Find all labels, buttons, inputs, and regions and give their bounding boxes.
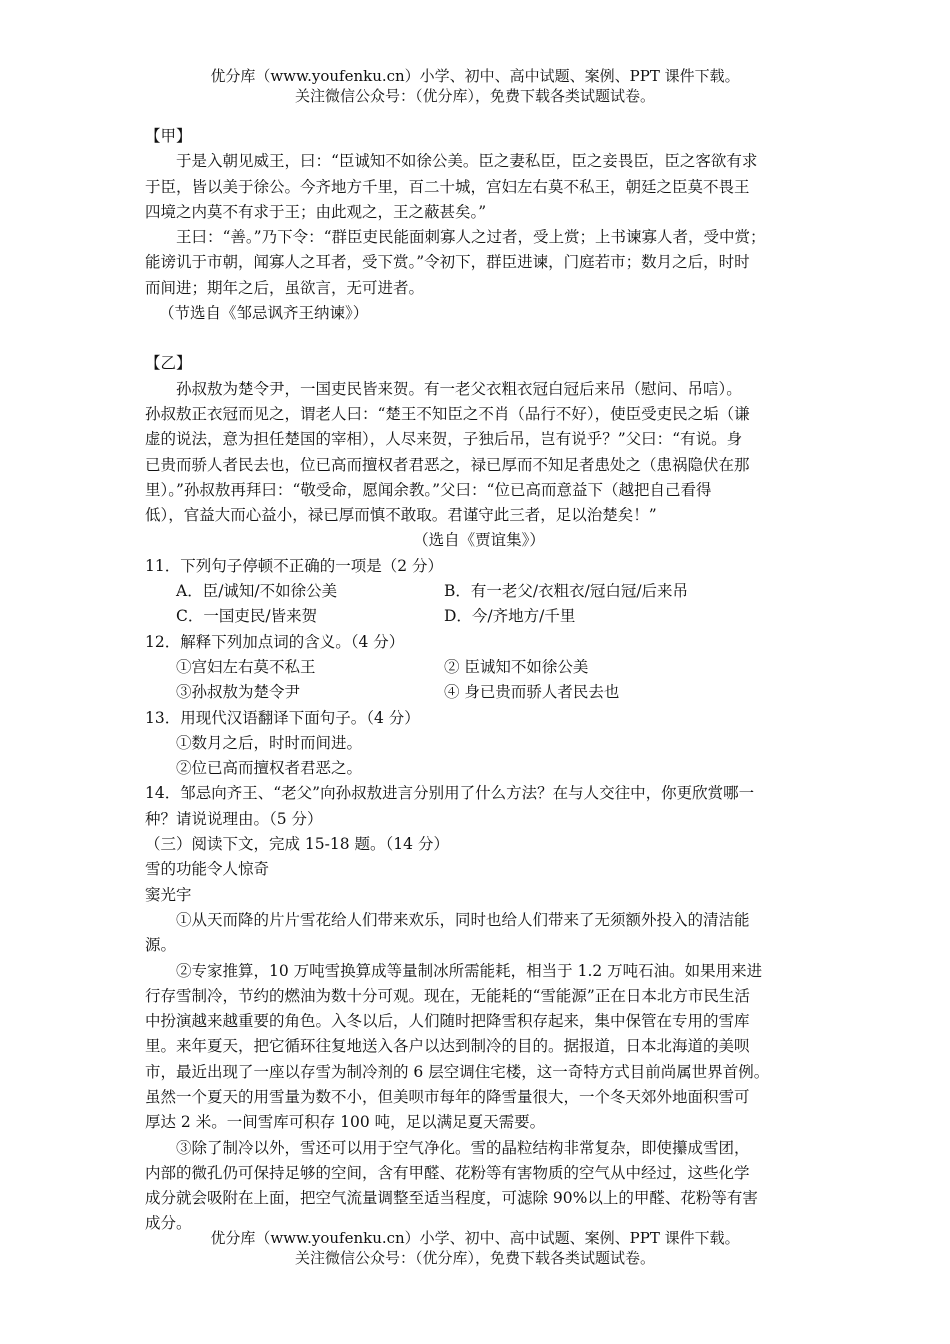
text-line: ③除了制冷以外，雪还可以用于空气净化。雪的晶粒结构非常复杂，即使攥成雪团， [176,1138,750,1157]
page-footer [0,1228,950,1268]
question-14 [145,781,813,832]
text-line: 于是入朝见威王，曰：“臣诚知不如徐公美。臣之妻私臣，臣之妾畏臣，臣之客欲有求 [176,152,758,171]
text-line: 源。 [145,936,177,955]
item-3: ③孙叔敖为楚令尹 [176,683,301,702]
passage-jia-paragraph-2 [145,225,813,301]
choice-d: D．今/齐地方/千里 [444,607,576,626]
question-13-stem: 13．用现代汉语翻译下面句子。（4 分） [145,708,420,727]
choice-a: A．臣/诚知/不如徐公美 [176,582,338,601]
passage-jia-paragraph-1 [145,149,813,225]
text-line: 已贵而骄人者民去也，位已高而擅权者君恶之，禄已厚而不知足者患处之（患祸隐伏在那 [145,455,750,474]
text-line: 虽然一个夏天的用雪量为数不小，但美呗市每年的降雪量很大，一个冬天郊外地面积雪可 [145,1087,750,1106]
article-author: 窦光宇 [145,885,192,904]
text-line: 而间进；期年之后，虽欲言，无可进者。 [145,278,425,297]
text-line: 成分就会吸附在上面，把空气流量调整至适当程度，可滤除 90%以上的甲醛、花粉等有害 [145,1189,758,1208]
text-line: 市，最近出现了一座以存雪为制冷剂的 6 层空调住宅楼，这一奇特方式目前尚属世界首例。 [145,1062,770,1081]
choice-row [145,579,813,604]
question-14-line: 14．邹忌向齐王、“老父”向孙叔敖进言分别用了什么方法？在与人交往中，你更欣赏哪一 [145,784,755,803]
text-line: 于臣，皆以美于徐公。今齐地方千里，百二十城，宫妇左右莫不私王，朝廷之臣莫不畏王 [145,177,750,196]
item-1: ①宫妇左右莫不私王 [176,657,316,676]
document-body [145,124,813,1237]
choice-b: B．有一老父/衣粗衣/冠白冠/后来吊 [444,582,689,601]
article-title: 雪的功能令人惊奇 [145,860,270,879]
question-11-stem: 11．下列句子停顿不正确的一项是（2 分） [145,556,444,575]
passage-jia-label: 【甲】 [145,127,192,145]
question-13 [145,706,813,782]
text-line: 王曰：“善。”乃下令：“群臣吏民能面刺寡人之过者，受上赏；上书谏寡人者，受中赏； [176,228,766,247]
text-line: 四境之内莫不有求于王；由此观之，王之蔽甚矣。” [145,202,487,221]
item-row [145,655,813,680]
question-12-stem: 12．解释下列加点词的含义。（4 分） [145,632,405,651]
footer-line-1: 优分库（www.youfenku.cn）小学、初中、高中试题、案例、PPT 课件下载。 [210,1229,740,1247]
text-line: ②专家推算，10 万吨雪换算成等量制冰所需能耗，相当于 1.2 万吨石油。如果用来进 [176,961,763,980]
header-line-1: 优分库（www.youfenku.cn）小学、初中、高中试题、案例、PPT 课件下载。 [210,67,740,85]
text-line: 低），官益大而心益小，禄已厚而慎不敢取。君谨守此三者，足以治楚矣！” [145,506,657,525]
text-line: 内部的微孔仍可保持足够的空间，含有甲醛、花粉等有害物质的空气从中经过，这些化学 [145,1163,750,1182]
header-line-2: 关注微信公众号：（优分库），免费下载各类试题试卷。 [294,87,655,105]
question-14-line: 种？请说说理由。（5 分） [145,809,323,828]
section-3-heading: （三）阅读下文，完成 15-18 题。（14 分） [145,835,449,854]
text-line: 虚的说法，意为担任楚国的宰相），人尽来贺，子独后吊，岂有说乎？”父曰：“有说。身 [145,430,743,449]
text-line: 里。来年夏天，把它循环往复地送入各户以达到制冷的目的。据报道，日本北海道的美呗 [145,1037,750,1056]
question-12 [145,630,813,706]
question-11 [145,554,813,630]
text-line: 孙叔敖为楚令尹，一国吏民皆来贺。有一老父衣粗衣冠白冠后来吊（慰问、吊唁）。 [176,379,742,398]
section-3 [145,832,813,1237]
question-13-item-1: ①数月之后，时时而间进。 [176,733,363,752]
choice-row [145,604,813,629]
choice-c: C．一国吏民/皆来贺 [176,607,318,626]
item-2: ② 臣诚知不如徐公美 [444,657,589,676]
text-line: 厚达 2 米。一间雪库可积存 100 吨，足以满足夏天需要。 [145,1113,546,1132]
passage-jia [145,124,813,326]
text-line: 孙叔敖正衣冠而见之，谓老人曰：“楚王不知臣之不肖（品行不好），使臣受吏民之垢（谦 [145,404,750,423]
question-13-item-2: ②位已高而擅权者君恶之。 [176,759,363,778]
spacer [145,326,813,351]
text-line: 行存雪制冷，节约的燃油为数十分可观。现在，无能耗的“雪能源”正在日本北方市民生活 [145,986,750,1005]
article-paragraph-2 [145,959,813,1136]
passage-jia-source: （节选自《邹忌讽齐王纳谏》） [159,304,369,323]
article-paragraph-3 [145,1136,813,1237]
page-header [0,66,950,106]
text-line: 能谤讥于市朝，闻寡人之耳者，受下赏。”令初下，群臣进谏，门庭若市；数月之后，时时 [145,253,750,272]
footer-line-2: 关注微信公众号：（优分库），免费下载各类试题试卷。 [294,1249,655,1267]
passage-yi-source: （选自《贾谊集》） [413,531,545,550]
article-paragraph-1 [145,908,813,959]
passage-yi-label: 【乙】 [145,354,192,373]
passage-yi [145,351,813,553]
text-line: 成分。 [145,1214,192,1233]
passage-yi-paragraph [145,377,813,529]
text-line: ①从天而降的片片雪花给人们带来欢乐，同时也给人们带来了无须额外投入的清洁能 [176,910,750,929]
text-line: 中扮演越来越重要的角色。入冬以后，人们随时把降雪积存起来，集中保管在专用的雪库 [145,1012,750,1031]
item-4: ④ 身已贵而骄人者民去也 [444,683,620,702]
item-row [145,680,813,705]
text-line: 里）。”孙叔敖再拜曰：“敬受命，愿闻余教。”父曰：“位已高而意益下（越把自己看得 [145,480,712,499]
